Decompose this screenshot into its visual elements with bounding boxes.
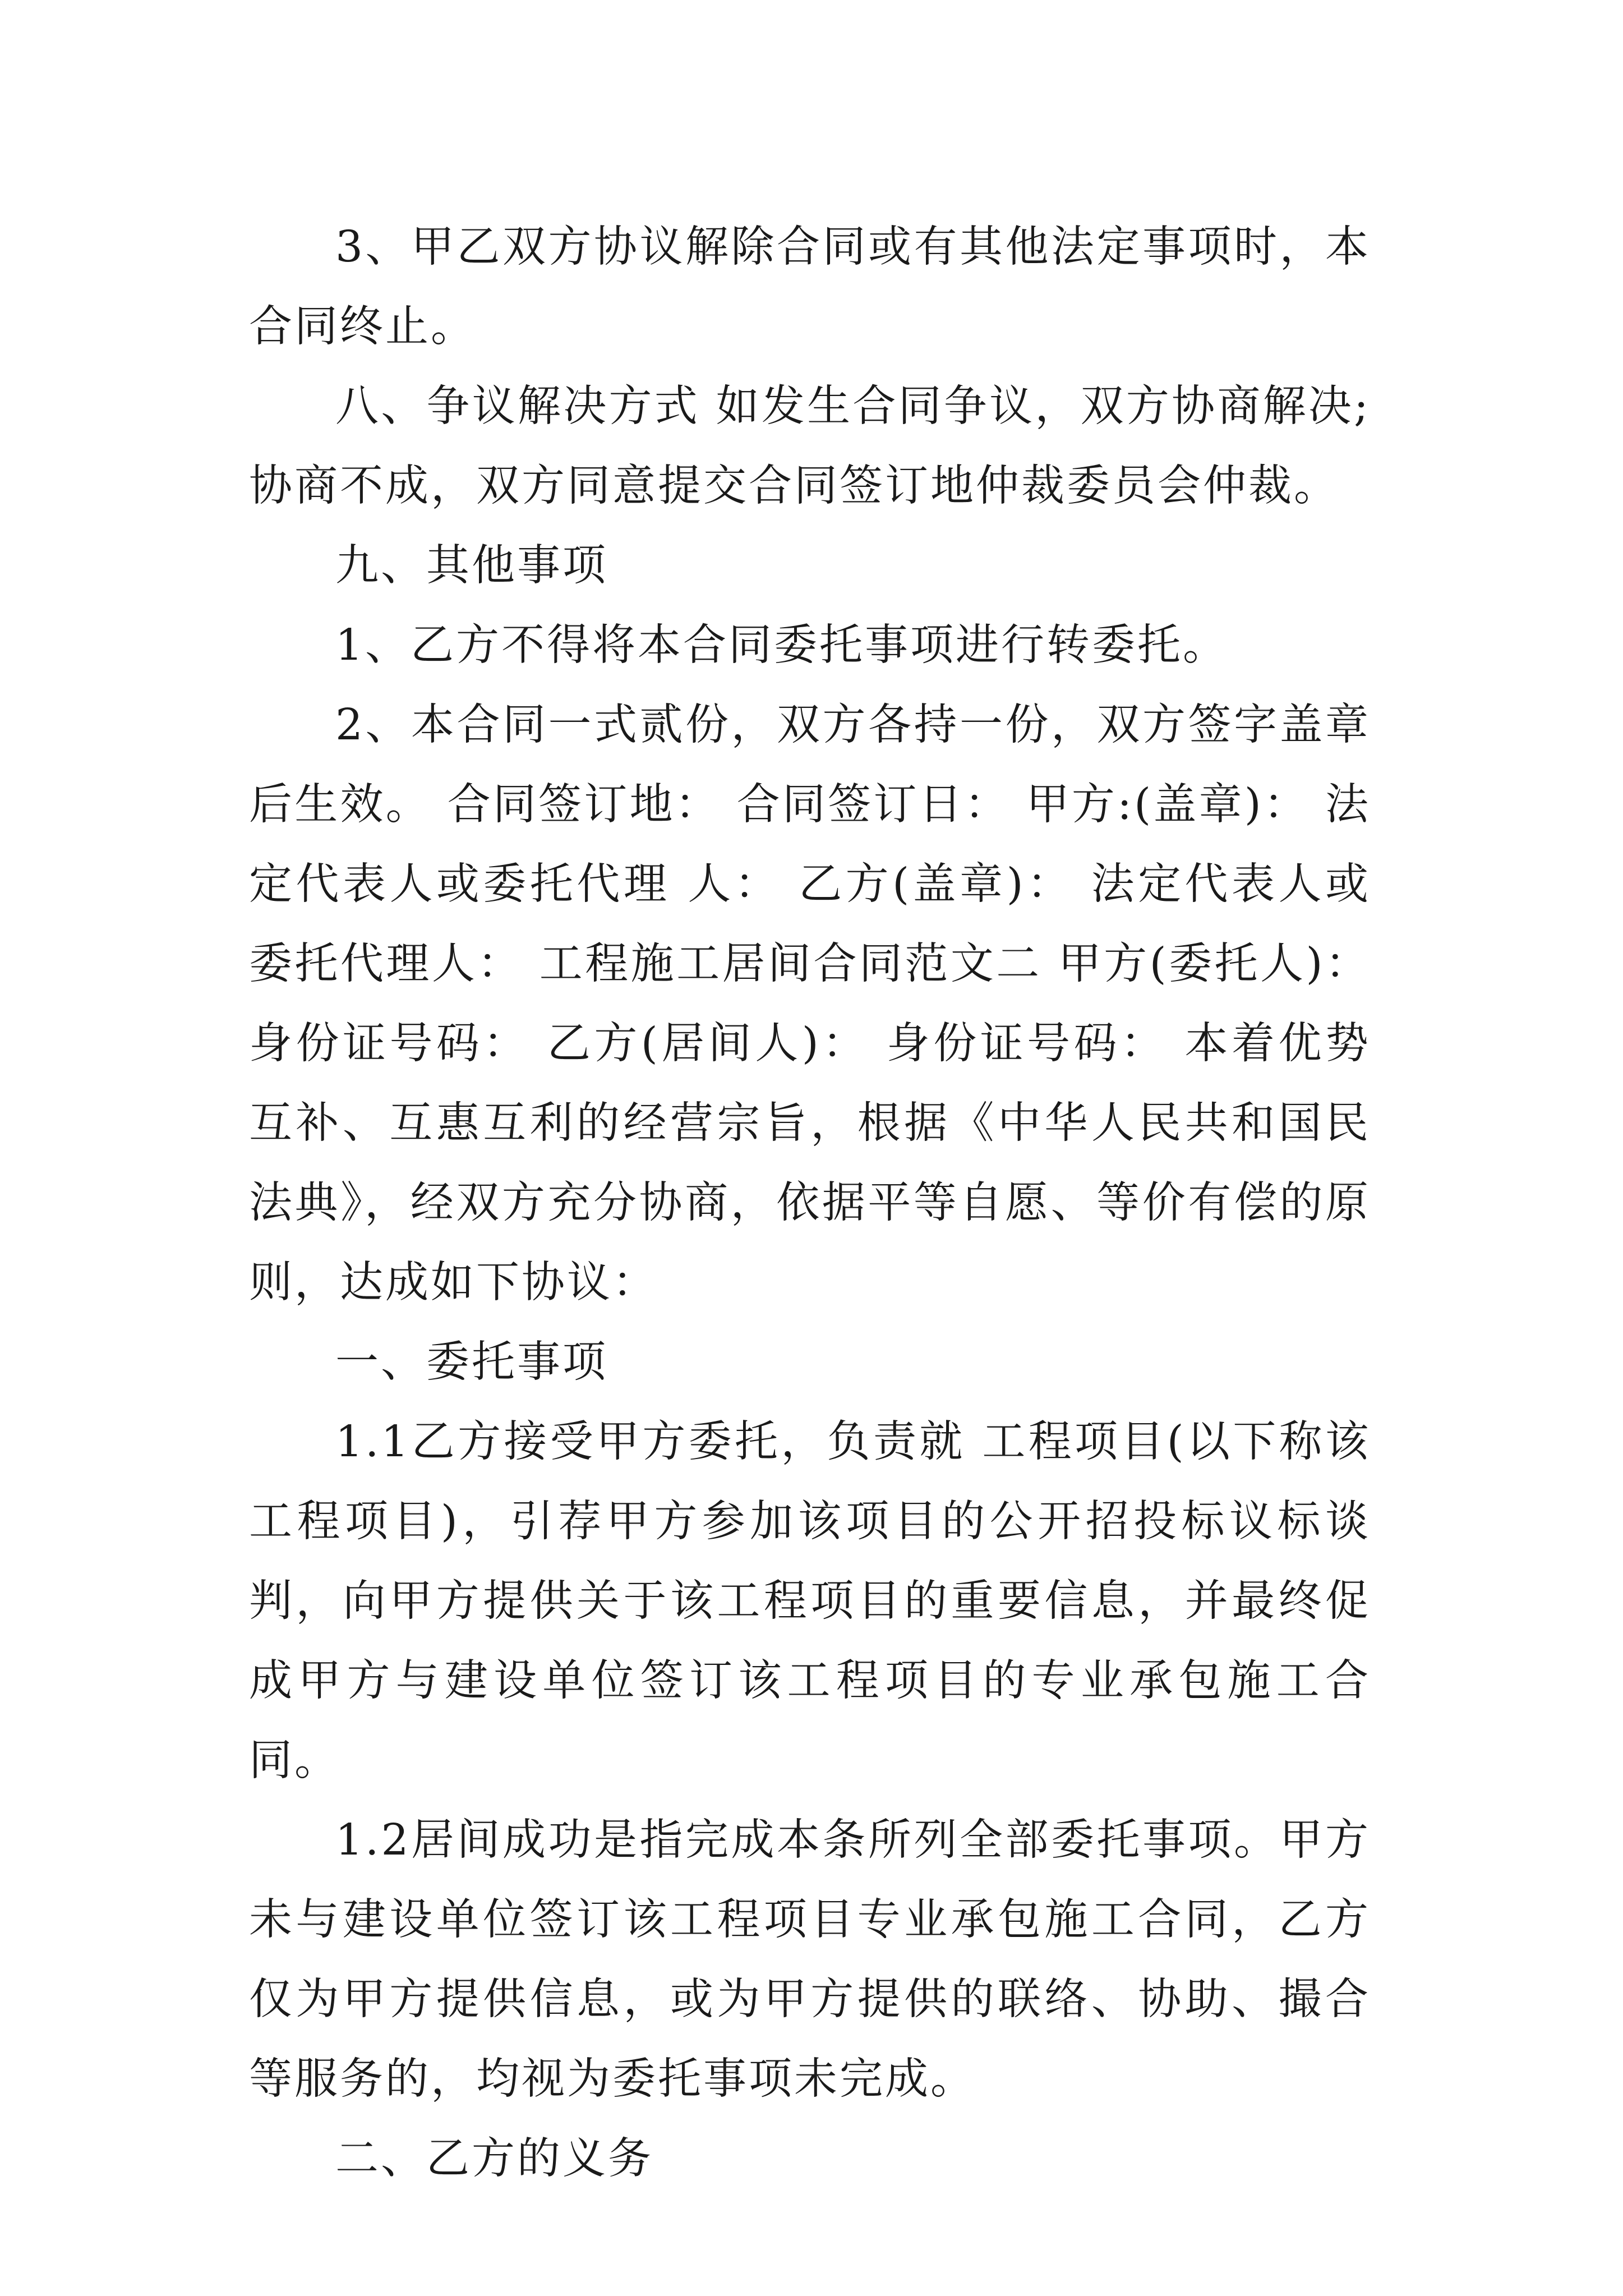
paragraph-dispute-resolution: 八、争议解决方式 如发生合同争议，双方协商解决;协商不成，双方同意提交合同签订地仲裁委员会仲裁。 bbox=[249, 381, 1371, 511]
document-body bbox=[249, 208, 1371, 2199]
heading-other-matters: 九、其他事项 bbox=[335, 541, 608, 591]
heading-entrusted-matters: 一、委托事项 bbox=[335, 1337, 608, 1387]
paragraph-termination-clause: 3、甲乙双方协议解除合同或有其他法定事项时，本合同终止。 bbox=[249, 222, 1371, 352]
paragraph-clause-1-2: 1.2居间成功是指完成本条所列全部委托事项。甲方未与建设单位签订该工程项目专业承包施工合同，乙方仅为甲方提供信息，或为甲方提供的联络、协助、撮合等服务的，均视为委托事项未完成。 bbox=[249, 1815, 1371, 2104]
paragraph-clause-1-1: 1.1乙方接受甲方委托，负责就 工程项目(以下称该工程项目)，引荐甲方参加该项目的公开招投标议标谈判，向甲方提供关于该工程项目的重要信息，并最终促成甲方与建设单位签订该工程项目的专业承包施工合同。 bbox=[249, 1417, 1371, 1786]
paragraph-no-subdelegation: 1、乙方不得将本合同委托事项进行转委托。 bbox=[335, 620, 1228, 670]
heading-party-b-obligations: 二、乙方的义务 bbox=[335, 2134, 653, 2184]
paragraph-copies-and-signatures: 2、本合同一式贰份，双方各持一份，双方签字盖章后生效。 合同签订地： 合同签订日： 甲方:(盖章)： 法定代表人或委托代理 人： 乙方(盖章)： 法定代表人或委托代理人： 工程施工居间合同范文二 甲方(委托人)： 身份证号码： 乙方(居间人)： 身份证号码： 本着优势互补、互惠互利的经营宗旨，根据《中华人民共和国民法典》，经双方充分协商，依据平等自愿、等价有偿的原则，达成如下协议： bbox=[249, 700, 1371, 1308]
